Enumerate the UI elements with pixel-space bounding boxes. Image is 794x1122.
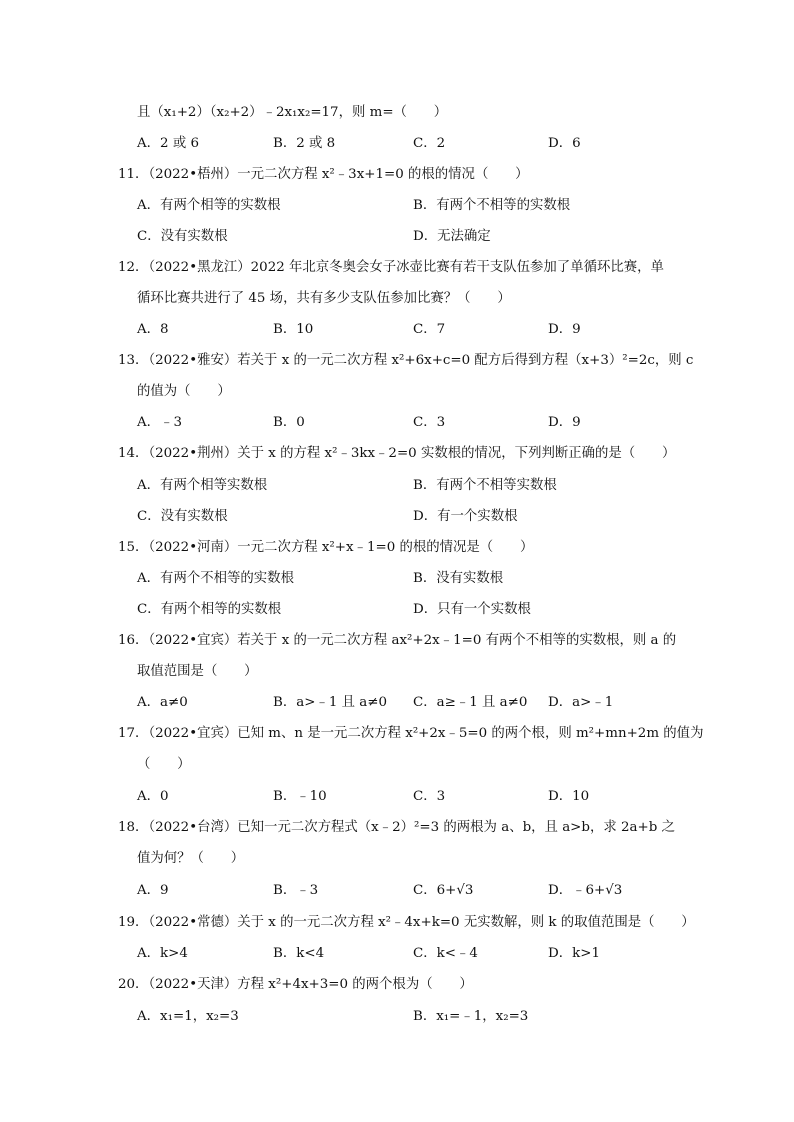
q19-option-c[interactable]: C．k<﹣4 <box>413 946 478 961</box>
q15-option-c[interactable]: C．有两个相等的实数根 <box>137 602 282 617</box>
q10-option-b[interactable]: B．2 或 8 <box>273 136 336 151</box>
q13-option-b[interactable]: B．0 <box>273 415 305 430</box>
q16-option-a[interactable]: A．a≠0 <box>137 695 188 710</box>
q14-option-c[interactable]: C．没有实数根 <box>137 509 228 524</box>
q13-option-d[interactable]: D．9 <box>548 415 581 430</box>
q16-option-d[interactable]: D．a>﹣1 <box>548 695 614 710</box>
q16-stem-cont: 取值范围是（ ） <box>137 664 258 679</box>
q17-option-a[interactable]: A．0 <box>137 789 169 804</box>
q18-stem: 18．（2022•台湾）已知一元二次方程式（x﹣2）²=3 的两根为 a、b，且 a>b，求 2a+b 之 <box>118 820 675 835</box>
q19-option-b[interactable]: B．k<4 <box>273 946 325 961</box>
q19-option-a[interactable]: A．k>4 <box>137 946 188 961</box>
q15-option-b[interactable]: B．没有实数根 <box>413 571 504 586</box>
q13-stem-cont: 的值为（ ） <box>137 384 231 399</box>
q16-stem: 16．（2022•宜宾）若关于 x 的一元二次方程 ax²+2x﹣1=0 有两个不相等的实数根，则 a 的 <box>118 633 677 648</box>
q12-stem-cont: 循环比赛共进行了 45 场，共有多少支队伍参加比赛？（ ） <box>137 291 511 306</box>
q14-option-b[interactable]: B．有两个不相等实数根 <box>413 478 557 493</box>
q18-option-d[interactable]: D．﹣6+√3 <box>548 883 623 898</box>
q15-option-d[interactable]: D．只有一个实数根 <box>413 602 531 617</box>
q17-option-b[interactable]: B．﹣10 <box>273 789 327 804</box>
q12-option-b[interactable]: B．10 <box>273 322 314 337</box>
q10-option-a[interactable]: A．2 或 6 <box>137 136 200 151</box>
q15-stem: 15．（2022•河南）一元二次方程 x²+x﹣1=0 的根的情况是（ ） <box>118 540 534 555</box>
q16-option-c[interactable]: C．a≥﹣1 且 a≠0 <box>413 695 528 710</box>
q12-option-d[interactable]: D．9 <box>548 322 581 337</box>
q20-option-a[interactable]: A．x₁=1，x₂=3 <box>137 1009 239 1024</box>
q17-stem: 17．（2022•宜宾）已知 m、n 是一元二次方程 x²+2x﹣5=0 的两个根，则 m²+mn+2m 的值为 <box>118 726 704 741</box>
q12-option-c[interactable]: C．7 <box>413 322 446 337</box>
q15-option-a[interactable]: A．有两个不相等的实数根 <box>137 571 294 586</box>
q17-stem-cont: （ ） <box>137 757 191 772</box>
q13-stem: 13．（2022•雅安）若关于 x 的一元二次方程 x²+6x+c=0 配方后得到方程（x+3）²=2c，则 c <box>118 353 694 368</box>
q17-option-d[interactable]: D．10 <box>548 789 590 804</box>
q18-stem-cont: 值为何？（ ） <box>137 851 245 866</box>
q10-option-d[interactable]: D．6 <box>548 136 581 151</box>
q11-option-d[interactable]: D．无法确定 <box>413 229 491 244</box>
q12-stem: 12．（2022•黑龙江）2022 年北京冬奥会女子冰壶比赛有若干支队伍参加了单循环比赛，单 <box>118 260 664 275</box>
q11-option-c[interactable]: C．没有实数根 <box>137 229 228 244</box>
q19-option-d[interactable]: D．k>1 <box>548 946 600 961</box>
q20-stem: 20．（2022•天津）方程 x²+4x+3=0 的两个根为（ ） <box>118 977 473 992</box>
q13-option-a[interactable]: A．﹣3 <box>137 415 182 430</box>
q10-option-c[interactable]: C．2 <box>413 136 446 151</box>
q17-option-c[interactable]: C．3 <box>413 789 446 804</box>
q16-option-b[interactable]: B．a>﹣1 且 a≠0 <box>273 695 387 710</box>
q11-option-b[interactable]: B．有两个不相等的实数根 <box>413 198 571 213</box>
q11-stem: 11．（2022•梧州）一元二次方程 x²﹣3x+1=0 的根的情况（ ） <box>118 167 529 182</box>
q10-stem-cont: 且（x₁+2）（x₂+2）﹣2x₁x₂=17，则 m=（ ） <box>137 105 448 120</box>
q20-option-b[interactable]: B．x₁=﹣1，x₂=3 <box>413 1009 529 1024</box>
q18-option-b[interactable]: B．﹣3 <box>273 883 319 898</box>
q12-option-a[interactable]: A．8 <box>137 322 169 337</box>
q14-option-a[interactable]: A．有两个相等实数根 <box>137 478 268 493</box>
q18-option-c[interactable]: C．6+√3 <box>413 883 474 898</box>
q14-option-d[interactable]: D．有一个实数根 <box>413 509 518 524</box>
q11-option-a[interactable]: A．有两个相等的实数根 <box>137 198 281 213</box>
q14-stem: 14．（2022•荆州）关于 x 的方程 x²﹣3kx﹣2=0 实数根的情况，下列判断正确的是（ ） <box>118 446 676 461</box>
q18-option-a[interactable]: A．9 <box>137 883 169 898</box>
q13-option-c[interactable]: C．3 <box>413 415 446 430</box>
q19-stem: 19．（2022•常德）关于 x 的一元二次方程 x²﹣4x+k=0 无实数解，则 k 的取值范围是（ ） <box>118 915 695 930</box>
